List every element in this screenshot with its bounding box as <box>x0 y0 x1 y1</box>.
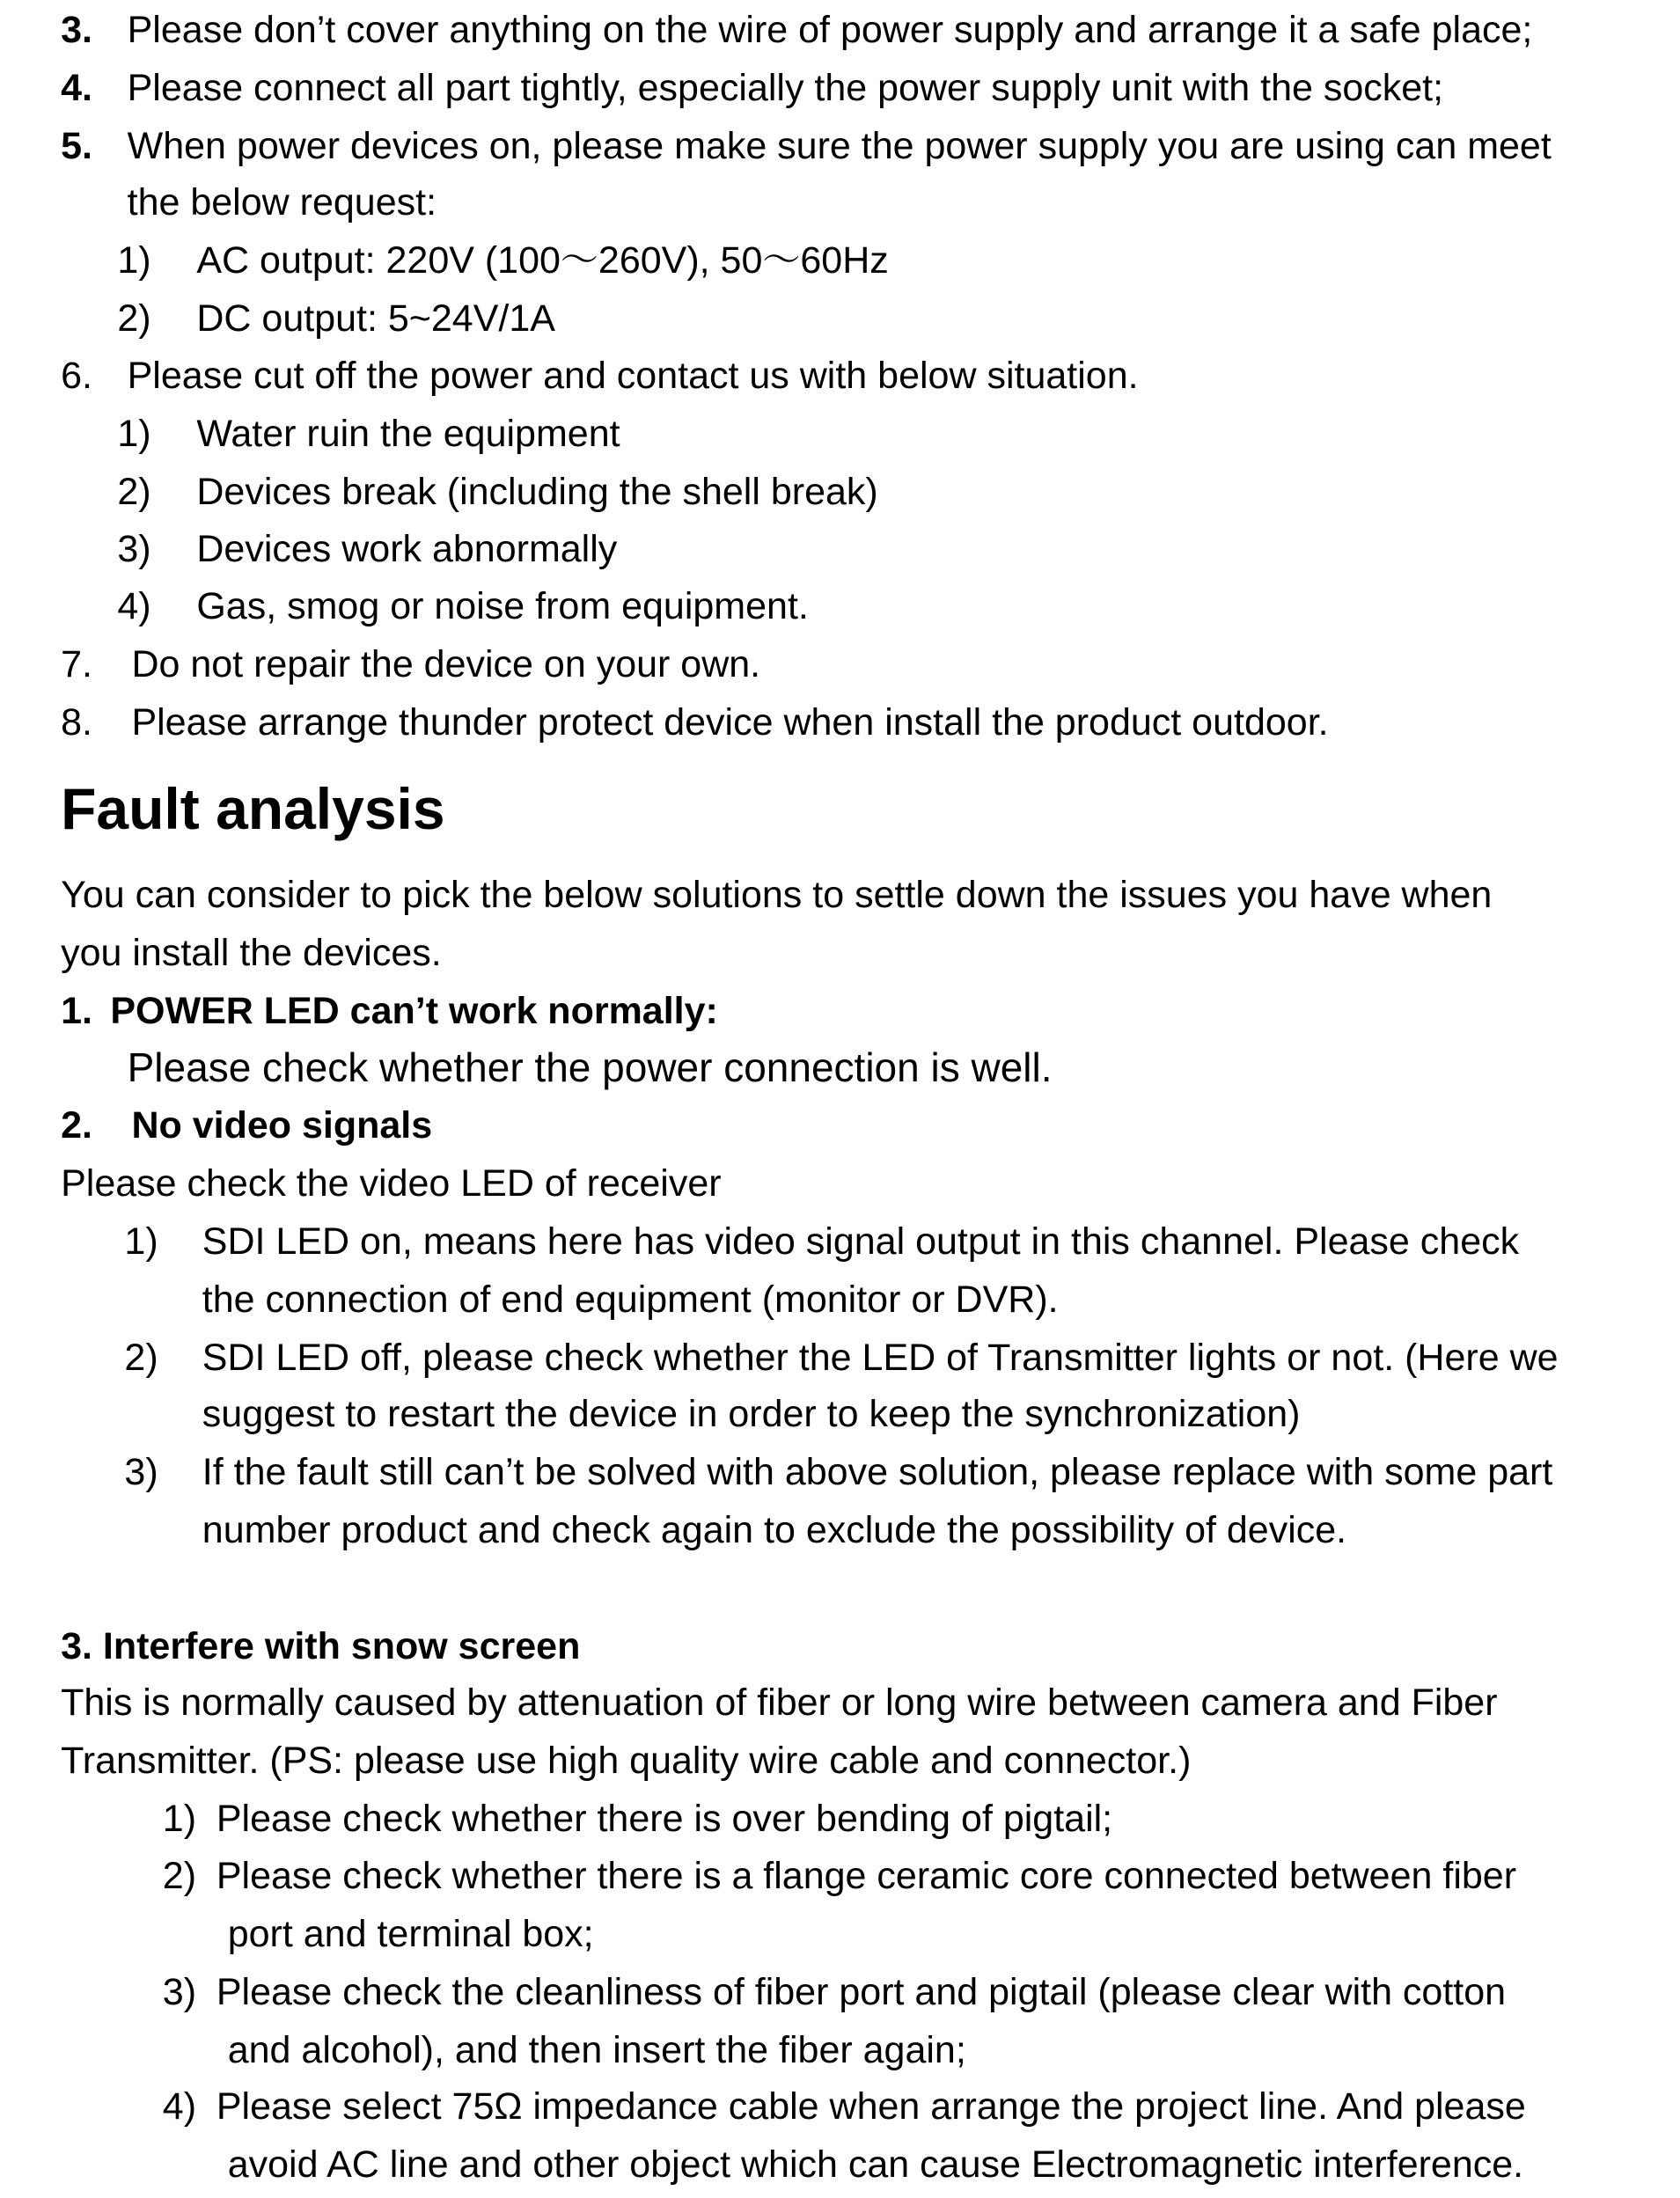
list-number: 2) <box>117 471 151 514</box>
list-number: 1) <box>162 1797 197 1840</box>
list-item-text: Water ruin the equipment <box>196 413 620 456</box>
list-number: 1) <box>117 238 151 282</box>
list-item-text: If the fault still can’t be solved with above solution, please replace with some part <box>202 1450 1553 1493</box>
list-item-text: POWER LED can’t work normally: <box>110 990 718 1032</box>
list-item-text: Please check the cleanliness of fiber port and pigtail (please clear with cotton <box>216 1971 1507 2014</box>
list-item-text: 3. Interfere with snow screen <box>61 1624 581 1667</box>
list-item-text: avoid AC line and other object which can cause Electromagnetic interference. <box>227 2143 1524 2187</box>
list-number: 1) <box>124 1220 158 1263</box>
list-number: 1. <box>61 990 92 1032</box>
list-number: 2) <box>117 297 151 340</box>
list-item-text: This is normally caused by attenuation of fiber or long wire between camera and Fiber <box>61 1681 1498 1724</box>
list-number: 2) <box>162 1855 197 1898</box>
list-number: 2. <box>61 1104 92 1147</box>
list-item-text: No video signals <box>131 1104 433 1147</box>
list-number: 4. <box>61 66 92 109</box>
list-item-text: Please check the video LED of receiver <box>61 1162 722 1205</box>
list-number: 3) <box>124 1450 158 1493</box>
list-number: 3) <box>117 527 151 570</box>
list-item-text: Devices work abnormally <box>196 527 618 570</box>
list-item-text: Please arrange thunder protect device when install the product outdoor. <box>131 701 1329 744</box>
list-item-text: the below request: <box>127 180 437 223</box>
list-item-text: When power devices on, please make sure the power supply you are using can meet <box>127 124 1552 167</box>
list-item-text: Gas, smog or noise from equipment. <box>196 585 809 628</box>
list-item-text: port and terminal box; <box>227 1913 594 1956</box>
list-item-text: Please select 75Ω impedance cable when arrange the project line. And please <box>216 2085 1526 2128</box>
list-number: 7. <box>61 643 92 686</box>
list-number: 4) <box>162 2085 197 2128</box>
list-item-text: Please don’t cover anything on the wire of power supply and arrange it a safe place; <box>127 8 1533 51</box>
list-item-text: DC output: 5~24V/1A <box>196 297 555 340</box>
list-item-text: AC output: 220V (100～260V), 50～60Hz <box>196 238 889 282</box>
list-number: 1) <box>117 413 151 456</box>
list-item-text: You can consider to pick the below solutions to settle down the issues you have when <box>61 874 1493 917</box>
list-item-text: Devices break (including the shell break) <box>196 471 878 514</box>
list-item-text: Please check whether there is a flange ceramic core connected between fiber <box>216 1855 1517 1898</box>
list-item-text: Please cut off the power and contact us with below situation. <box>127 355 1139 398</box>
list-item-text: you install the devices. <box>61 932 442 975</box>
list-item-text: suggest to restart the device in order to keep the synchronization) <box>202 1393 1301 1435</box>
list-item-text: Please check whether the power connection is well. <box>127 1044 1053 1091</box>
list-item-text: Please check whether there is over bending of pigtail; <box>216 1797 1113 1840</box>
list-item-text: the connection of end equipment (monitor or DVR). <box>202 1278 1059 1321</box>
list-number: 3) <box>162 1971 197 2014</box>
list-item-text: SDI LED off, please check whether the LED of Transmitter lights or not. (Here we <box>202 1336 1559 1379</box>
list-number: 6. <box>61 355 92 398</box>
list-number: 8. <box>61 701 92 744</box>
list-number: 2) <box>124 1336 158 1379</box>
list-item-text: Transmitter. (PS: please use high quality wire cable and connector.) <box>61 1739 1192 1782</box>
list-item-text: Do not repair the device on your own. <box>131 643 761 686</box>
list-item-text: SDI LED on, means here has video signal output in this channel. Please check <box>202 1220 1520 1263</box>
list-item-text: number product and check again to exclude the possibility of device. <box>202 1508 1347 1551</box>
list-item-text: and alcohol), and then insert the fiber again; <box>227 2029 966 2072</box>
list-number: 3. <box>61 8 92 51</box>
section-heading: Fault analysis <box>61 776 445 842</box>
list-number: 5. <box>61 124 92 167</box>
list-number: 4) <box>117 585 151 628</box>
list-item-text: Please connect all part tightly, especially the power supply unit with the socket; <box>127 66 1444 109</box>
